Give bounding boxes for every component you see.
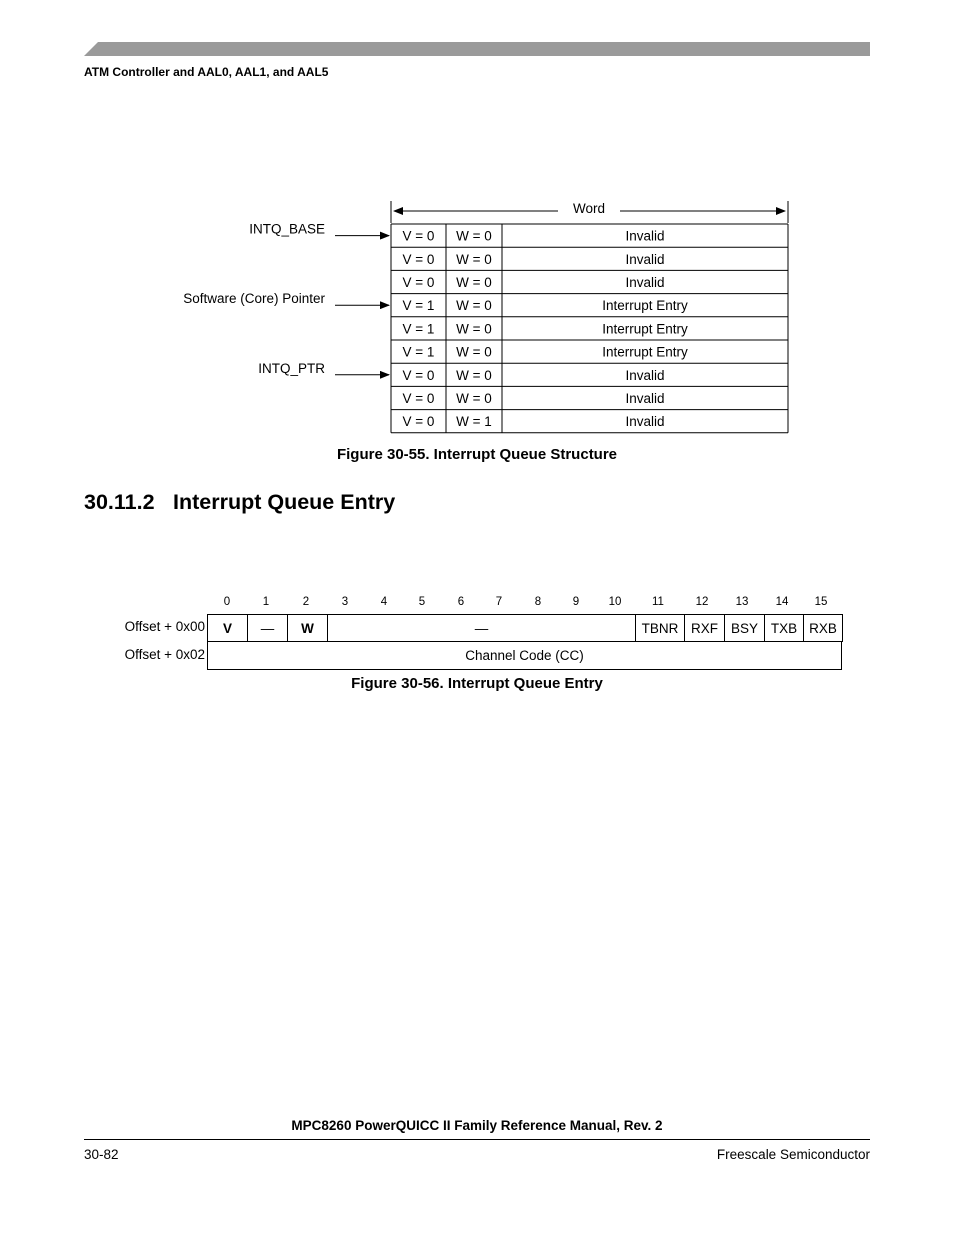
entry-cell: Interrupt Entry (602, 321, 688, 337)
wrap-bit-cell: W = 1 (456, 414, 492, 430)
reserved-field: — (248, 615, 288, 641)
bit-number: 5 (418, 596, 426, 608)
wrap-bit-cell: W = 0 (456, 391, 492, 406)
tbnr-field: TBNR (636, 615, 685, 641)
entry-cell: Invalid (625, 414, 665, 430)
bit-number: 7 (495, 596, 503, 608)
bit-number: 12 (695, 596, 709, 608)
valid-bit-cell: V = 1 (402, 298, 435, 314)
page-number: 30-82 (84, 1147, 119, 1162)
entry-cell: Interrupt Entry (602, 298, 688, 314)
wrap-bit-cell: W = 0 (456, 344, 492, 360)
valid-bit-cell: V = 0 (402, 391, 435, 406)
bit-number: 11 (652, 596, 664, 608)
valid-bit-cell: V = 0 (402, 414, 435, 430)
pointer-label: INTQ_BASE (249, 221, 325, 237)
v-bit-field: V (208, 615, 248, 641)
interrupt-queue-structure-diagram (0, 190, 954, 440)
valid-bit-cell: V = 1 (402, 321, 435, 337)
bit-number: 9 (572, 596, 580, 608)
valid-bit-cell: V = 0 (402, 367, 435, 383)
register-row-0x02 (207, 641, 842, 670)
section-number: 30.11.2 (84, 490, 155, 514)
entry-cell: Invalid (625, 367, 665, 383)
w-bit-field: W (288, 615, 328, 641)
rxf-field: RXF (685, 615, 725, 641)
wrap-bit-cell: W = 0 (456, 321, 492, 337)
wrap-bit-cell: W = 0 (456, 228, 492, 244)
offset-0x00-label: Offset + 0x00 (124, 619, 205, 634)
bit-number: 3 (341, 596, 349, 608)
entry-cell: Invalid (625, 251, 665, 267)
section-heading (84, 490, 395, 515)
footer-rule (84, 1139, 870, 1140)
wrap-bit-cell: W = 0 (456, 275, 492, 290)
wrap-bit-cell: W = 0 (456, 251, 492, 267)
bit-number: 8 (534, 596, 542, 608)
entry-cell: Invalid (625, 391, 665, 406)
offset-0x02-label: Offset + 0x02 (124, 647, 205, 662)
figure-55-caption: Figure 30-55. Interrupt Queue Structure (336, 446, 618, 463)
pointer-label: Software (Core) Pointer (183, 291, 325, 307)
header-bar (84, 42, 870, 56)
bit-number: 4 (380, 596, 388, 608)
valid-bit-cell: V = 1 (402, 344, 435, 360)
section-title: Interrupt Queue Entry (173, 490, 396, 514)
rxb-field: RXB (809, 620, 837, 636)
channel-code-field: Channel Code (CC) (465, 647, 584, 663)
running-header: ATM Controller and AAL0, AAL1, and AAL5 (84, 65, 329, 79)
valid-bit-cell: V = 0 (402, 228, 435, 244)
bit-number: 0 (223, 596, 231, 608)
bit-number: 6 (457, 596, 465, 608)
bit-number: 13 (735, 596, 749, 608)
wrap-bit-cell: W = 0 (456, 298, 492, 314)
bit-number: 15 (814, 596, 828, 608)
valid-bit-cell: V = 0 (402, 275, 435, 290)
entry-cell: Invalid (625, 275, 665, 290)
bit-number: 10 (608, 596, 622, 608)
figure-56-caption: Figure 30-56. Interrupt Queue Entry (351, 675, 603, 692)
bit-number: 14 (775, 596, 789, 608)
bit-number: 1 (262, 596, 270, 608)
bit-number: 2 (302, 596, 310, 608)
wrap-bit-cell: W = 0 (456, 367, 492, 383)
footer-title: MPC8260 PowerQUICC II Family Reference Manual, Rev. 2 (291, 1118, 663, 1133)
txb-field: TXB (765, 615, 804, 641)
pointer-label: INTQ_PTR (258, 360, 325, 376)
valid-bit-cell: V = 0 (402, 251, 435, 267)
entry-cell: Invalid (625, 228, 665, 244)
reserved-field: — (328, 615, 636, 641)
entry-cell: Interrupt Entry (602, 344, 688, 360)
register-row-0x00 (207, 614, 843, 642)
bsy-field: BSY (725, 615, 765, 641)
publisher: Freescale Semiconductor (716, 1147, 870, 1162)
word-label: Word (572, 201, 606, 216)
